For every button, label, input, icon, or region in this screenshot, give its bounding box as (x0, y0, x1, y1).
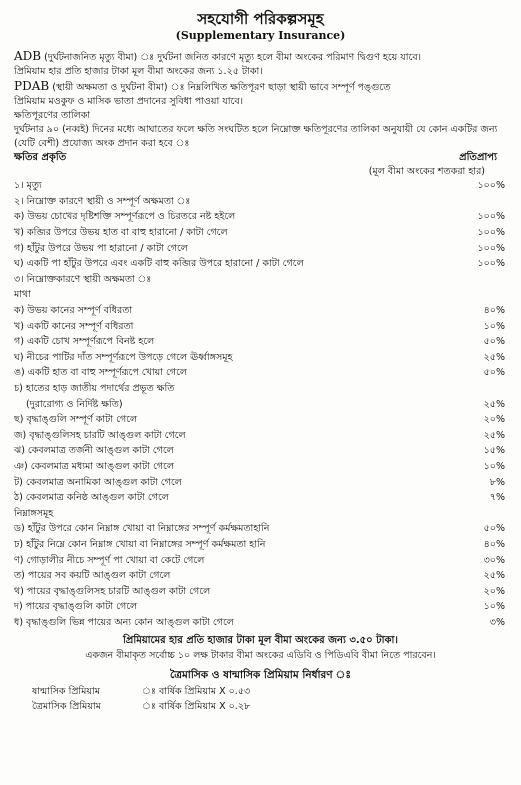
row-label: থ) পায়ের বৃদ্ধাঙ্গুলিসহ চারটি আঙ্গুল কাটা গেলে (14, 585, 211, 597)
col-right-subheader: (মূল বীমা অংকের শতকরা হার) (368, 166, 485, 177)
table-row (14, 366, 507, 382)
row-label: খ) একটি কানের সম্পূর্ণ বধিরতা (14, 320, 134, 332)
row-label: ২। নিম্নোক্ত কারণে স্থায়ী ও সম্পূর্ণ অক্ষমতা ঃ (14, 195, 191, 207)
row-percent: ২৫% (483, 570, 505, 582)
table-row (14, 429, 507, 445)
table-row (14, 444, 507, 460)
col-right-header: প্রতিপ্রাপ্য (459, 152, 497, 163)
limit-note: একজন বীমাকৃত সর্বোচ্চ ১০ লক্ষ টাকার বীমা অংকের এডিবি ও পিডিএবি বীমা নিতে পারবেন। (85, 650, 436, 662)
row-label: চ) হাতের হাড় জাতীয় পদার্থের প্রভূত ক্ষতি (14, 383, 175, 395)
pdab-text: (স্থায়ী অক্ষমতা ও দুর্ঘটনা বীমা) ঃ নিম্নলিখিত ক্ষতিপূরণ ছাড়া স্থায়ী ভাবে সম্পূর্ণ পঙ্গুতে (49, 82, 391, 93)
row-label: জ) বৃদ্ধাঙ্গুলিসহ চারটি আঙ্গুল কাটা গেলে (14, 429, 186, 441)
page-title: সহযোগী পরিকল্পসমূহ (197, 10, 324, 28)
intro-paragraph: দুর্ঘটনার ৯০ (নব্বই) দিনের মধ্যে আঘাতের ফলে ক্ষতি সংঘটিত হলে নিম্নোক্ত ক্ষতিপূরণের তালিকা অনুযায়ী যে কোন একটির জন্য (যেটি বেশী) প্রযোজ্য অংক প্রদান করা হবে ঃ (14, 124, 498, 149)
row-percent: ৫০% (483, 523, 505, 535)
compensation-table (14, 179, 507, 631)
table-row (14, 600, 507, 616)
row-label: ঘ) একটি পা হাঁটুর উপরে এবং একটি বাহু কব্জির উপরে হারানো / কাটা গেলে (14, 258, 304, 270)
row-label: ঘ) নীচের পাটির দাঁত সম্পূর্ণরূপে উপড়ে গেলে ঊর্ধ্বাঙ্গসমূহ (14, 351, 233, 363)
table-row (14, 273, 507, 289)
row-label: ঢ) হাঁটুর নিম্নে কোন নিম্নাঙ্গ খোয়া বা নিম্নাঙ্গের সম্পূর্ণ কর্মক্ষমতা হানি (14, 538, 266, 550)
row-label: ৩। নিম্নোক্তকারণে স্থায়ী অক্ষমতা ঃ (14, 273, 152, 285)
row-percent: ৫০% (483, 336, 505, 348)
row-label: ণ) গোড়ালীর নীচে সম্পূর্ণ পা খোয়া বা কেটে গেলে (14, 554, 205, 566)
row-percent: ২৫% (483, 398, 505, 410)
row-label: ক) উভয় চোখের দৃষ্টিশক্তি সম্পূর্ণরূপে ও চিরতরে নষ্ট হইলে (14, 211, 236, 223)
premium-value: ঃ বার্ষিক প্রিমিয়াম X ০.৫৩ (142, 686, 251, 698)
row-percent: ৩% (489, 616, 505, 628)
table-row (14, 179, 507, 195)
row-percent: ৪০% (483, 538, 505, 550)
row-percent: ২০% (483, 585, 505, 597)
row-percent: ৩০% (483, 554, 505, 566)
table-row (14, 226, 507, 242)
table-row (14, 475, 507, 491)
row-percent: ১০% (483, 460, 505, 472)
premium-label: ষান্মাসিক প্রিমিয়াম (32, 686, 101, 698)
table-row (14, 288, 507, 304)
table-header (14, 151, 507, 165)
pdab-lead: PDAB (14, 79, 50, 93)
row-percent: ৮% (489, 476, 505, 488)
adb-rate: প্রিমিয়াম হার প্রতি হাজার টাকা মূল বীমা অংকের জন্য ১.২৫ টাকা। (14, 66, 263, 77)
premium-title: ত্রৈমাসিক ও ষান্মাসিক প্রিমিয়াম নির্ধারণ ঃ (170, 669, 351, 682)
table-row (14, 584, 507, 600)
table-row (14, 460, 507, 476)
row-percent: ২৫% (483, 351, 505, 363)
table-row (14, 553, 507, 569)
table-row (14, 538, 507, 554)
premium-row (14, 684, 507, 699)
table-row (14, 319, 507, 335)
table-row (14, 195, 507, 211)
row-label: গ) হাঁটুর উপরে উভয় পা হারানো / কাটা গেলে (14, 242, 188, 254)
table-row (14, 304, 507, 320)
row-label: ১। মৃত্যু (14, 180, 42, 192)
row-percent: ৫০% (483, 367, 505, 379)
table-row (14, 382, 507, 398)
table-row (14, 569, 507, 585)
row-label: মাথা (14, 289, 31, 301)
table-row (14, 522, 507, 538)
table-row (14, 491, 507, 507)
pdab-paragraph (14, 79, 507, 95)
col-left-header: ক্ষতির প্রকৃতি (14, 152, 67, 163)
table-row (14, 210, 507, 226)
table-row (14, 335, 507, 351)
pdab-benefit: প্রিমিয়াম মওকুফ ও মাসিক ভাতা প্রদানের সুবিধা পাওয়া যাবে। (14, 96, 244, 107)
row-label: ঙ) একটি হাত বা বাহু সম্পূর্ণরূপে খোয়া গেলে (14, 367, 187, 379)
adb-lead: ADB (14, 49, 42, 63)
row-percent: ১০% (483, 320, 505, 332)
row-percent: ১০০% (477, 258, 505, 270)
row-percent: ১৫% (483, 445, 505, 457)
row-label: ধ) বৃদ্ধাঙ্গুলি ভিন্ন পায়ের অন্য কোন আঙ্গুল কাটা গেলে (14, 616, 234, 628)
row-label: ঠ) কেবলমাত্র কনিষ্ঠ আঙ্গুল কাটা গেলে (14, 492, 169, 504)
premium-value: ঃ বার্ষিক প্রিমিয়াম X ০.২৮ (142, 701, 251, 713)
row-percent: ১০০% (477, 180, 505, 192)
row-label: দ) পায়ের বৃদ্ধাঙ্গুলি কাটা গেলে (14, 601, 138, 613)
adb-text: (দুর্ঘটনাজনিত মৃত্যু বীমা) ঃ দুর্ঘটনা জনিত কারণে মৃত্যু হলে বীমা অংকের পরিমাণ দ্বিগুণ হয়ে যাবে। (41, 52, 422, 63)
row-percent: ২০% (483, 414, 505, 426)
row-label: গ) একটি চোখ সম্পূর্ণরূপে বিনষ্ট হলে (14, 336, 155, 348)
row-label: খ) কব্জির উপরে উভয় হাত বা বাহু হারানো / কাটা গেলে (14, 227, 228, 239)
page-subtitle: (Supplementary Insurance) (175, 29, 346, 42)
row-label: ঝ) কেবলমাত্র তর্জনী আঙ্গুল কাটা গেলে (14, 445, 174, 457)
row-percent: ৭% (489, 492, 505, 504)
table-row (14, 351, 507, 367)
row-percent: ১০০% (477, 211, 505, 223)
table-heading: ক্ষতিপূরণের তালিকা (14, 110, 91, 121)
table-row (14, 257, 507, 273)
row-label: ট) কেবলমাত্র অনামিকা আঙ্গুল কাটা গেলে (14, 476, 182, 488)
premium-label: ত্রৈমাসিক প্রিমিয়াম (32, 701, 101, 713)
premium-row (14, 699, 507, 714)
row-label: ত) পায়ের সব কয়টি আঙ্গুল কাটা গেলে (14, 570, 171, 582)
row-label: নিম্নাঙ্গসমূহ (14, 507, 54, 519)
row-label: (দুরারোগ্য ও নির্দিষ্ট ক্ষতি) (26, 398, 123, 410)
row-label: ক) উভয় কানের সম্পূর্ণ বধিরতা (14, 305, 133, 317)
table-row (14, 413, 507, 429)
premium-table (14, 684, 507, 714)
row-percent: ১০০% (477, 227, 505, 239)
row-percent: ২৫% (483, 429, 505, 441)
premium-note: প্রিমিয়ামের হার প্রতি হাজার টাকা মূল বীমা অংকের জন্য ৩.৫০ টাকা। (123, 635, 398, 647)
row-percent: ১০% (483, 601, 505, 613)
row-label: ড) হাঁটুর উপরে কোন নিম্নাঙ্গ খোয়া বা নিম্নাঙ্গের সম্পূর্ণ কর্মক্ষমতাহানি (14, 523, 270, 535)
table-row (14, 241, 507, 257)
row-label: ছ) বৃদ্ধাঙ্গুলি সম্পূর্ণ কাটা গেলে (14, 414, 138, 426)
adb-paragraph (14, 49, 507, 65)
row-label: ঞ) কেবলমাত্র মধ্যমা আঙ্গুল কাটা গেলে (14, 460, 174, 472)
row-percent: ৪০% (483, 305, 505, 317)
table-row (14, 616, 507, 632)
table-row (14, 397, 507, 413)
table-row (14, 506, 507, 522)
row-percent: ১০০% (477, 242, 505, 254)
